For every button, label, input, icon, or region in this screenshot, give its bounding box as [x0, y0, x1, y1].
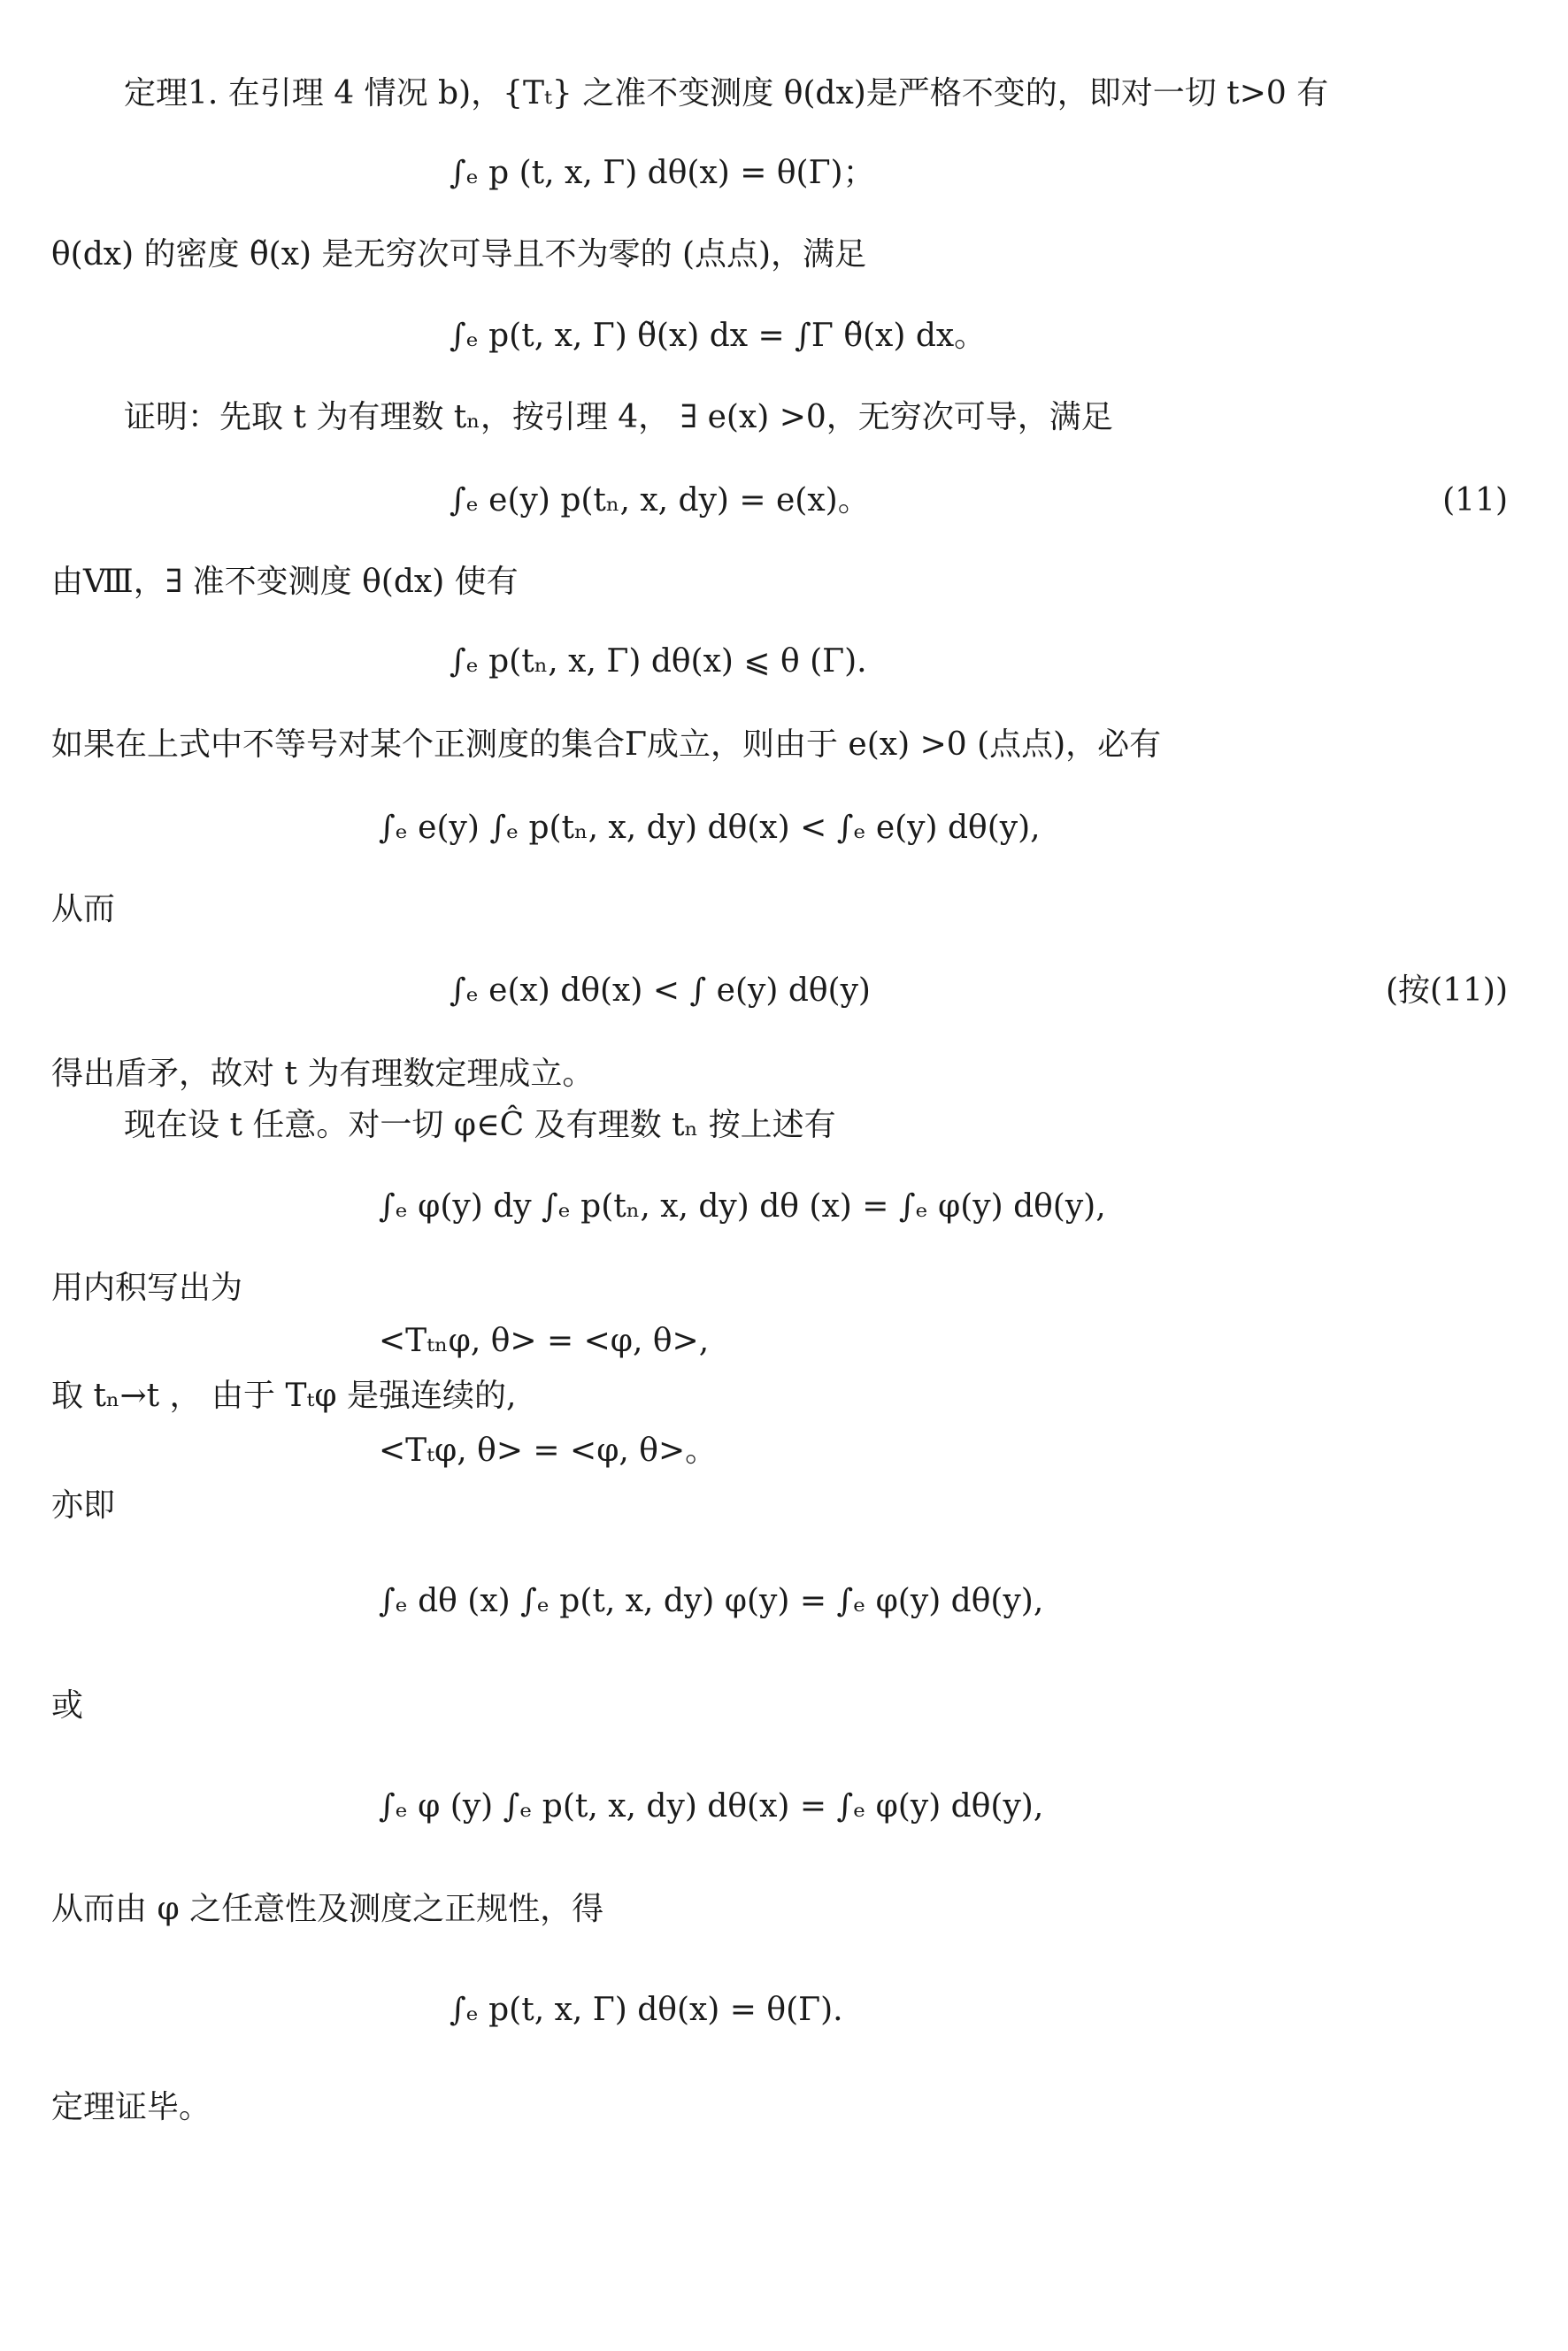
equation-inner-product-1: <Tₜₙφ, θ> = <φ, θ>, [379, 1323, 710, 1359]
take-limit-line: 取 tₙ→t ， 由于 Tₜφ 是强连续的, [51, 1378, 517, 1414]
contradiction-line: 得出盾矛，故对 t 为有理数定理成立。 [51, 1056, 595, 1092]
equation-contradiction: ∫ₑ e(x) dθ(x) < ∫ e(y) dθ(y) [450, 972, 871, 1009]
inner-product-line: 用内积写出为 [51, 1270, 243, 1306]
by-viii-line: 由Ⅷ，∃ 准不变测度 θ(dx) 使有 [51, 564, 519, 600]
equation-phi: ∫ₑ φ(y) dy ∫ₑ p(tₙ, x, dy) dθ (x) = ∫ₑ φ(y) dθ(y), [379, 1188, 1106, 1225]
equation-11-tag: (11) [1442, 482, 1508, 519]
or-line: 或 [51, 1687, 84, 1724]
qed-line: 定理证毕。 [51, 2089, 211, 2125]
equation-invariance: ∫ₑ p (t, x, Γ) dθ(x) = θ(Γ)； [450, 155, 875, 191]
equation-final: ∫ₑ p(t, x, Γ) dθ(x) = θ(Γ). [450, 1992, 843, 2028]
now-arbitrary-line: 现在设 t 任意。对一切 φ∈Ĉ 及有理数 tₙ 按上述有 [124, 1107, 836, 1143]
equation-density: ∫ₑ p(t, x, Γ) θ̃(x) dx = ∫Γ θ̃(x) dx。 [450, 318, 987, 354]
equation-dtheta: ∫ₑ dθ (x) ∫ₑ p(t, x, dy) φ(y) = ∫ₑ φ(y) dθ(y), [379, 1583, 1044, 1619]
equation-inner-product-2: <Tₜφ, θ> = <φ, θ>。 [379, 1433, 718, 1469]
equation-phi-2: ∫ₑ φ (y) ∫ₑ p(t, x, dy) dθ(x) = ∫ₑ φ(y) dθ(y), [379, 1788, 1044, 1825]
equation-inequality: ∫ₑ p(tₙ, x, Γ) dθ(x) ⩽ θ (Γ). [450, 643, 867, 680]
proof-start: 证明：先取 t 为有理数 tₙ，按引理 4， ∃ e(x) >0，无穷次可导，满足 [124, 399, 1113, 435]
thus-line: 从而 [51, 891, 116, 927]
equation-contradiction-tag: (按(11)) [1386, 972, 1508, 1009]
arbitrariness-line: 从而由 φ 之任意性及测度之正规性，得 [51, 1891, 604, 1927]
theorem-statement: 定理1. 在引理 4 情况 b)，{Tₜ} 之准不变测度 θ(dx)是严格不变的，即对一切 t>0 有 [124, 75, 1329, 111]
equation-strict: ∫ₑ e(y) ∫ₑ p(tₙ, x, dy) dθ(x) < ∫ₑ e(y) dθ(y), [379, 810, 1041, 846]
equation-11: ∫ₑ e(y) p(tₙ, x, dy) = e(x)。 [450, 482, 870, 519]
that-is-line: 亦即 [51, 1487, 116, 1524]
density-line: θ(dx) 的密度 θ̃(x) 是无穷次可导且不为零的 (点点)，满足 [51, 236, 867, 273]
if-strict-line: 如果在上式中不等号对某个正测度的集合Γ成立，则由于 e(x) >0 (点点)，必有 [51, 726, 1162, 763]
